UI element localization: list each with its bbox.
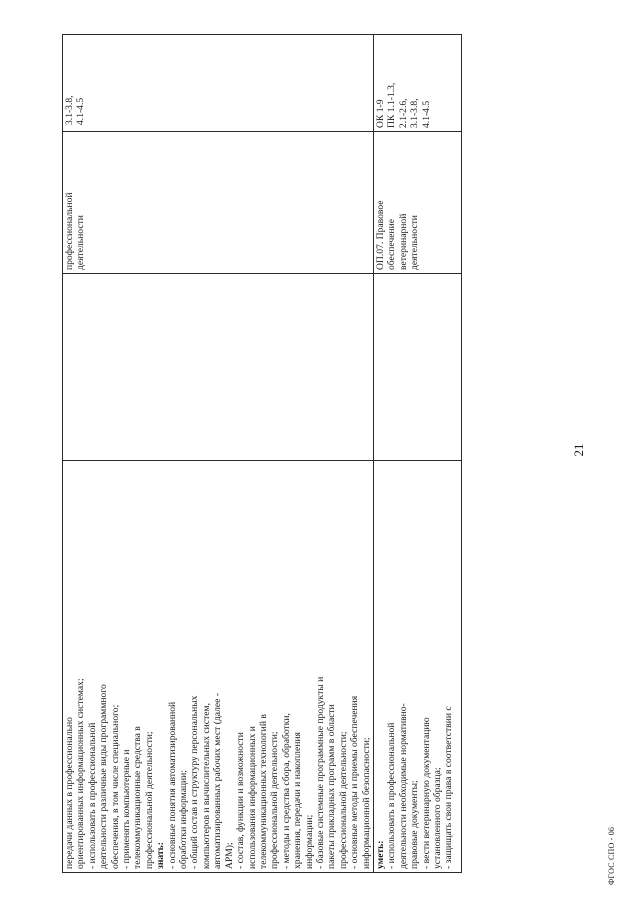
text-line: - состав, функции и возможности (235, 732, 247, 869)
text-line: установленного образца; (432, 767, 443, 869)
text-line: 2.1-2.6, (397, 98, 409, 128)
text-line: хранения, передачи и накопления (292, 732, 304, 869)
text-line: деятельности различные виды программного (98, 684, 110, 869)
text-line: - базовые системные программные продукты и (314, 676, 326, 869)
text-line: ориентированных информационных системах; (75, 678, 87, 869)
text-line: профессиональной (64, 192, 75, 270)
empty-cell (373, 274, 461, 461)
text-line: - основные понятия автоматизированной (166, 701, 178, 869)
discipline-cell (63, 132, 374, 274)
text-line: ветеринарной (397, 213, 409, 270)
discipline-cell (373, 132, 461, 274)
table-row (373, 35, 461, 873)
competency-cell (373, 35, 461, 132)
text-line: информации; (303, 814, 315, 869)
text-line: пакеты прикладных программ в области (326, 704, 338, 869)
text-line: - использовать в профессиональной (86, 722, 98, 869)
text-line: телекоммуникационные средства в (132, 726, 144, 869)
text-line: - вести ветеринарную документацию (420, 717, 432, 869)
text-line: обеспечение (386, 218, 398, 270)
text-line: телекоммуникационных технологий в (257, 714, 269, 869)
text-line: компьютеров и вычислительных систем, (200, 703, 212, 869)
table-row (63, 35, 374, 873)
content-cell (373, 461, 461, 873)
footer-code: ФГОС СПО - 06 (607, 826, 616, 885)
text-line: информационной безопасности; (360, 737, 372, 869)
text-line: профессиональной деятельности; (269, 731, 281, 869)
text-line: - защищать свои права в соответствии с (443, 706, 455, 869)
text-line: использования информационных и (246, 726, 258, 869)
text-line: профессиональной деятельности; (337, 731, 349, 869)
text-line: ОК 1-9 (374, 99, 386, 128)
section-heading: знать: (155, 842, 167, 869)
text-line: - использовать в профессиональной (386, 722, 398, 869)
text-line: - применять компьютерные и (121, 749, 133, 869)
text-line: АРМ); (223, 842, 235, 869)
empty-cell (63, 274, 374, 461)
text-line: передачи данных в профессионально (64, 717, 75, 869)
content-cell (63, 461, 374, 873)
text-line: ОП.07. Правовое (374, 200, 386, 270)
curriculum-table (62, 34, 462, 873)
text-line: деятельности (75, 215, 87, 270)
text-line: 3.1-3.8, (64, 95, 75, 125)
text-line: деятельности (409, 215, 421, 270)
competency-cell (63, 35, 374, 132)
text-line: ПК 1.1-1.3, (386, 82, 398, 128)
text-line: - методы и средства сбора, обработки, (280, 713, 292, 869)
text-line: обработки информации; (178, 770, 190, 869)
text-line: 3.1-3.8, (409, 98, 421, 128)
section-heading: уметь: (374, 840, 386, 869)
text-line: правовые документы; (409, 780, 421, 869)
page-number: 21 (571, 443, 586, 457)
text-line: 4.1-4.5 (75, 97, 87, 125)
text-line: профессиональной деятельности; (143, 731, 155, 869)
text-line: автоматизированных рабочих мест (далее - (212, 692, 224, 869)
text-line: 4.1-4.5 (420, 100, 432, 128)
text-line: деятельности необходимые нормативно- (397, 703, 409, 869)
text-line: - основные методы и приемы обеспечения (349, 695, 361, 869)
text-line: - общий состав и структуру персональных (189, 695, 201, 869)
text-line: обеспечения, в том числе специального; (109, 704, 121, 869)
